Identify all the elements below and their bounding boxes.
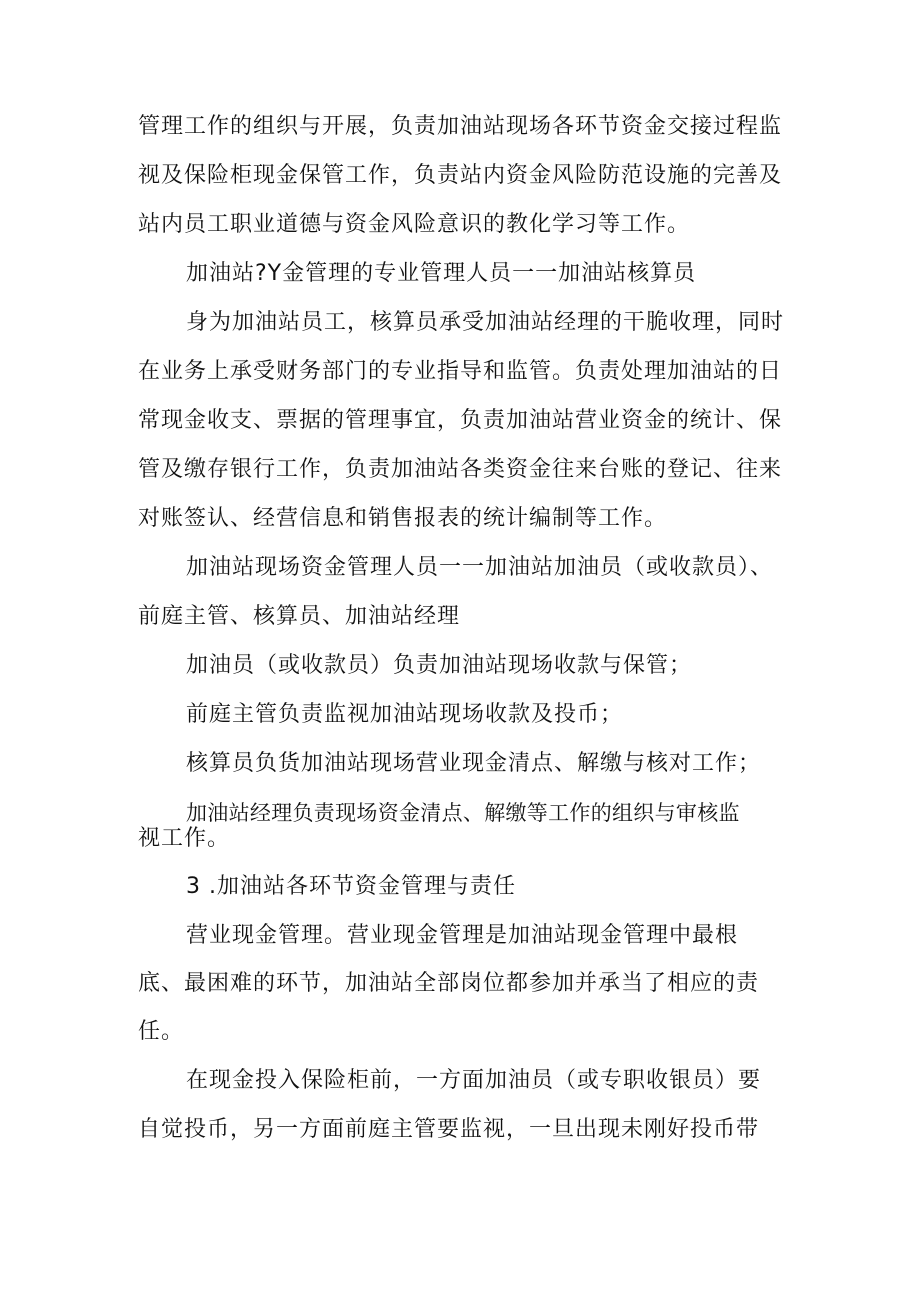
text-line: 管理工作的组织与开展，负责加油站现场各环节资金交接过程监: [138, 114, 783, 139]
text-line: 加油员（或收款员）负责加油站现场收款与保管；: [186, 653, 693, 678]
text-line: 视及保险柜现金保管工作，负责站内资金风险防范设施的完善及: [138, 163, 783, 188]
text-line: 营业现金管理。营业现金管理是加油站现金管理中最根: [186, 923, 739, 948]
text-line: 身为加油站员工，核算员承受加油站经理的干脆收理，同时: [186, 310, 785, 335]
text-line: 在业务上承受财务部门的专业指导和监管。负责处理加油站的日: [138, 359, 783, 384]
text-line: 视工作。: [138, 826, 231, 851]
text-line: 前庭主管、核算员、加油站经理: [138, 604, 461, 629]
text-line: 管及缴存银行工作，负责加油站各类资金往来台账的登记、往来: [138, 457, 783, 482]
text-line: 前庭主管负责监视加油站现场收款及投币；: [186, 702, 624, 727]
text-line: 站内员工职业道德与资金风险意识的教化学习等工作。: [138, 212, 691, 237]
text-line: 加油站现场资金管理人员一一加油站加油员（或收款员）、: [186, 555, 774, 580]
text-line: 自觉投币，另一方面前庭主管要监视，一旦出现未刚好投币带: [138, 1117, 760, 1142]
text-line: 核算员负货加油站现场营业现金清点、解缴与核对工作；: [186, 751, 762, 776]
text-line: 常现金收支、票据的管理事宜，负责加油站营业资金的统计、保: [138, 408, 783, 433]
text-line: 在现金投入保险柜前，一方面加油员（或专职收银员）要: [186, 1068, 762, 1093]
text-line: 加油站?Y金管理的专业管理人员一一加油站核算员: [186, 261, 697, 286]
section-heading: 3 .加油站各环节资金管理与责任: [186, 874, 516, 899]
text-line: 底、最困难的环节，加油站全部岗位都参加并承当了相应的责: [138, 971, 760, 996]
text-line: 加油站经理负责现场资金清点、解缴等工作的组织与审核监: [186, 801, 740, 825]
text-line: 任。: [138, 1019, 185, 1044]
text-line: 对账签认、经营信息和销售报表的统计编制等工作。: [138, 506, 668, 531]
